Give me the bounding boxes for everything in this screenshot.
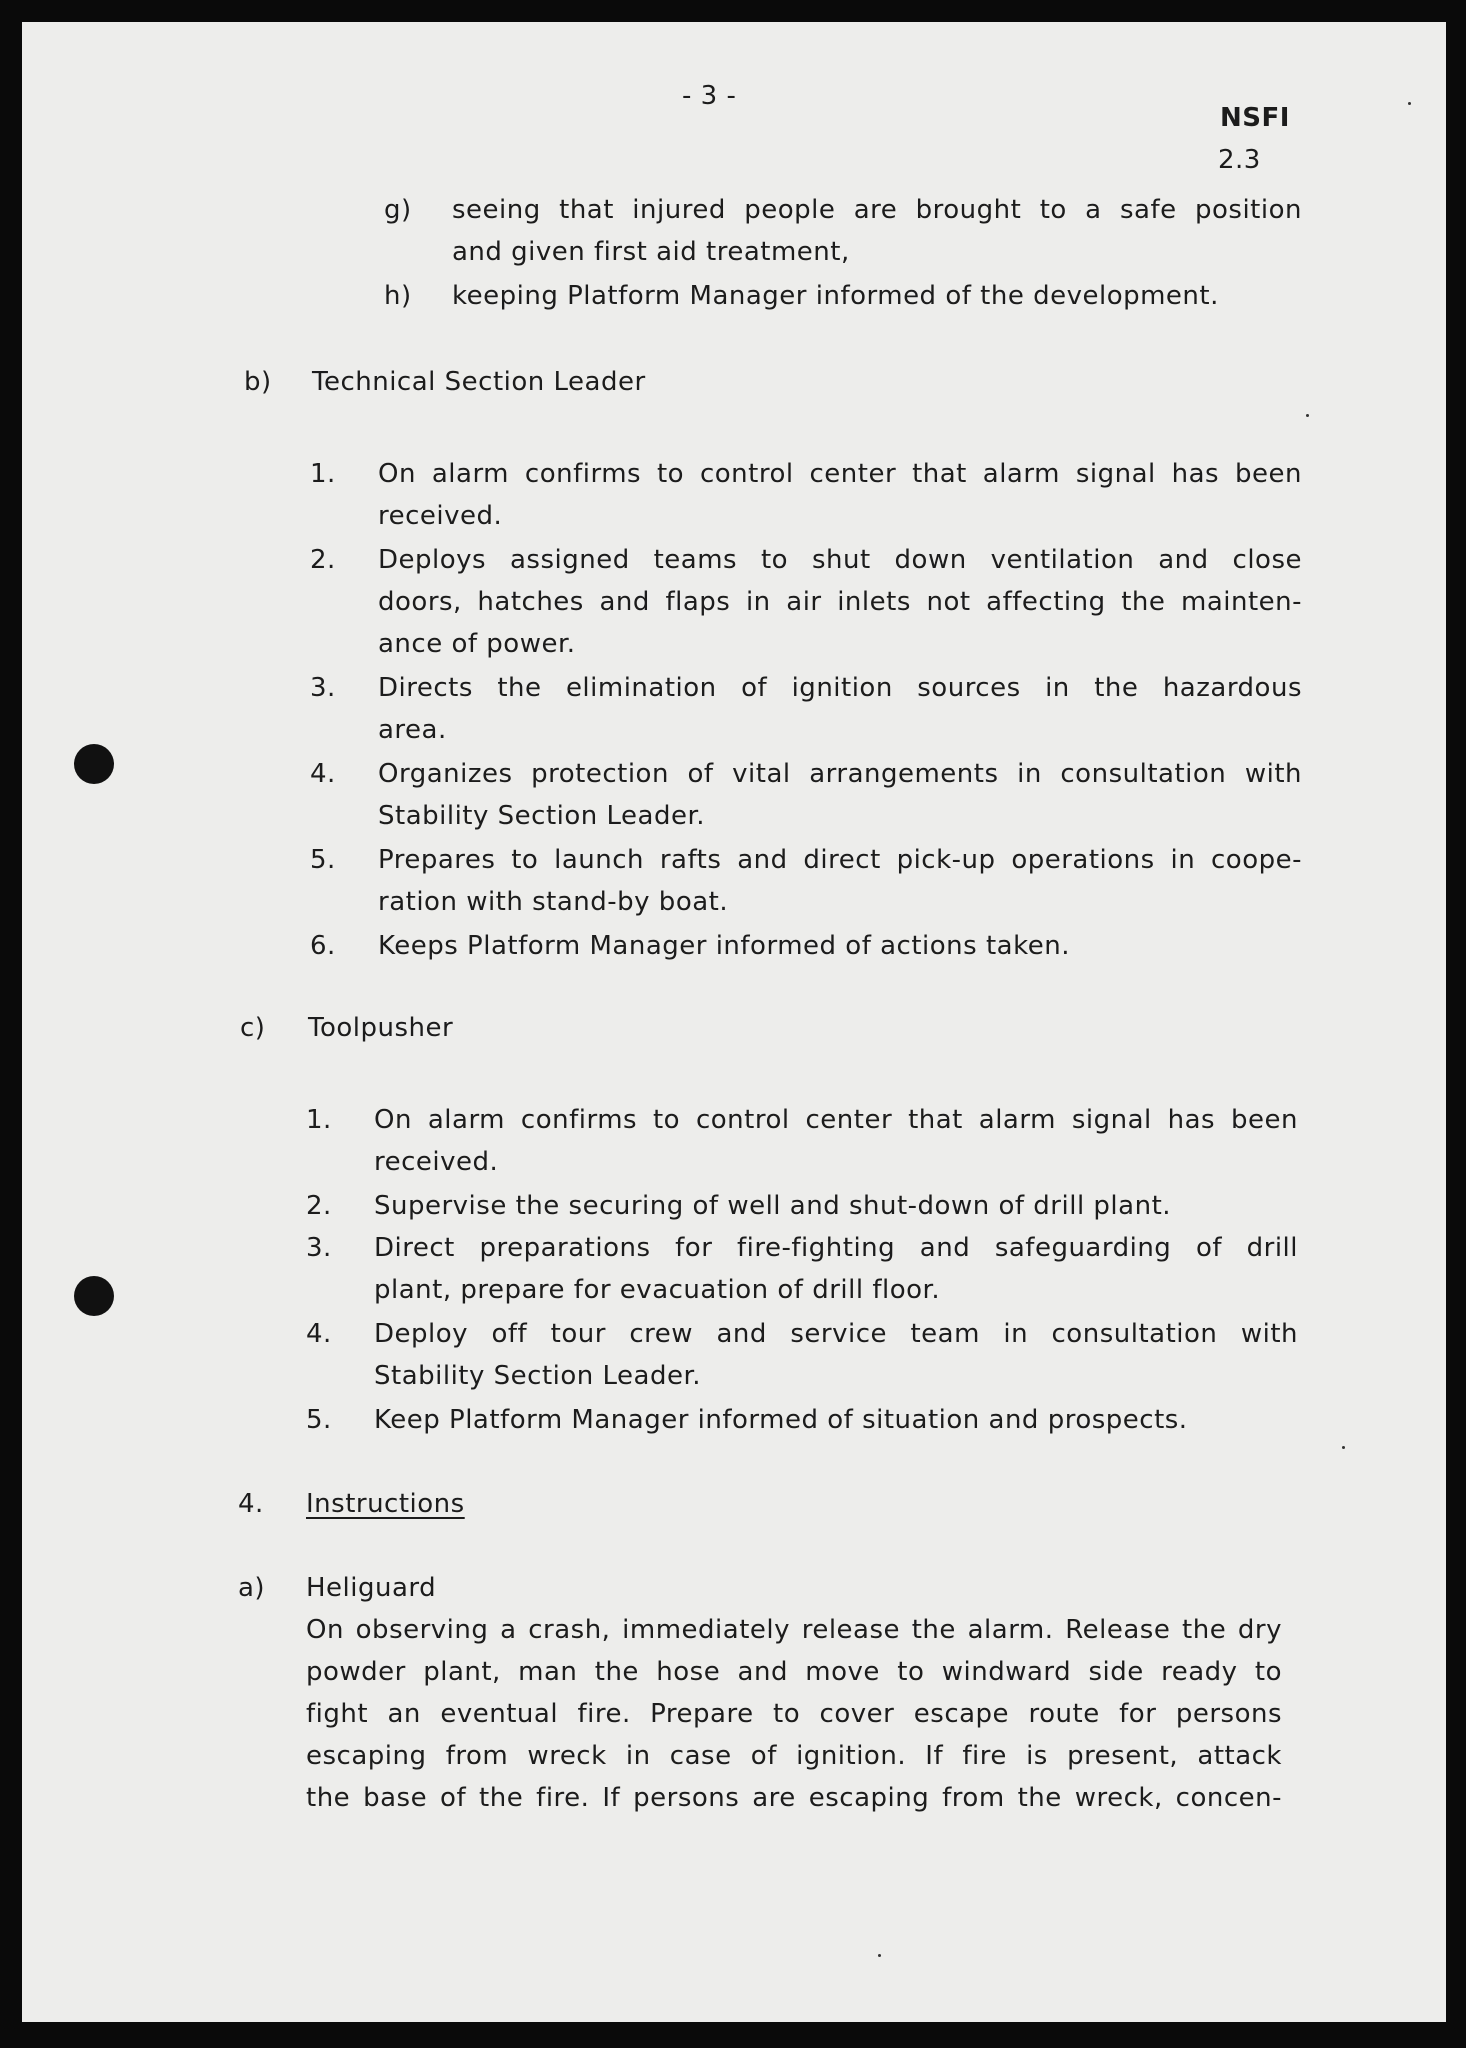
- tech-item-2-line-3: ance of power.: [378, 629, 576, 659]
- section-title-technical: Technical Section Leader: [312, 367, 646, 397]
- section-label-b: b): [244, 367, 272, 397]
- tool-item-num: 1.: [306, 1105, 332, 1135]
- tool-item-num: 4.: [306, 1319, 332, 1349]
- punch-hole-bottom: [74, 1276, 114, 1316]
- item-label-g: g): [384, 195, 412, 225]
- tech-item-5-line-1: Prepares to launch rafts and direct pick-up operations in coope-: [378, 845, 1302, 875]
- tech-item-4-line-2: Stability Section Leader.: [378, 801, 706, 831]
- tool-item-1-line-1: On alarm confirms to control center that alarm signal has been: [374, 1105, 1298, 1135]
- item-g-line-2: and given first aid treatment,: [452, 237, 850, 267]
- tool-item-num: 2.: [306, 1191, 332, 1221]
- tool-item-3-line-1: Direct preparations for fire-fighting and safeguarding of drill: [374, 1233, 1298, 1263]
- tech-item-2-line-2: doors, hatches and flaps in air inlets not affecting the mainten-: [378, 587, 1302, 617]
- org-code: NSFI: [1220, 103, 1290, 133]
- tech-item-4-line-1: Organizes protection of vital arrangements in consultation with: [378, 759, 1302, 789]
- tech-item-3-line-2: area.: [378, 715, 447, 745]
- tech-item-num: 5.: [310, 845, 336, 875]
- tech-item-num: 3.: [310, 673, 336, 703]
- tool-item-1-line-2: received.: [374, 1147, 499, 1177]
- document-page: [22, 22, 1446, 2022]
- section-number: 2.3: [1218, 145, 1261, 175]
- tool-item-3-line-2: plant, prepare for evacuation of drill floor.: [374, 1275, 941, 1305]
- speck: [1306, 414, 1309, 417]
- tool-item-num: 3.: [306, 1233, 332, 1263]
- heliguard-line-3: fight an eventual fire. Prepare to cover escape route for persons: [306, 1699, 1282, 1729]
- heliguard-line-4: escaping from wreck in case of ignition. If fire is present, attack: [306, 1741, 1282, 1771]
- item-h-line-1: keeping Platform Manager informed of the development.: [452, 281, 1219, 311]
- item-g-line-1: seeing that injured people are brought to a safe position: [452, 195, 1302, 225]
- section-title-toolpusher: Toolpusher: [308, 1013, 454, 1043]
- instructions-number: 4.: [238, 1489, 264, 1519]
- tech-item-2-line-1: Deploys assigned teams to shut down ventilation and close: [378, 545, 1302, 575]
- page-number: - 3 -: [682, 81, 737, 111]
- tool-item-5-line-1: Keep Platform Manager informed of situation and prospects.: [374, 1405, 1188, 1435]
- instructions-heading: Instructions: [306, 1489, 465, 1519]
- tech-item-num: 4.: [310, 759, 336, 789]
- heliguard-line-2: powder plant, man the hose and move to windward side ready to: [306, 1657, 1282, 1687]
- tool-item-4-line-1: Deploy off tour crew and service team in consultation with: [374, 1319, 1298, 1349]
- tool-item-num: 5.: [306, 1405, 332, 1435]
- speck: [878, 1954, 881, 1957]
- punch-hole-top: [74, 744, 114, 784]
- heliguard-line-1: On observing a crash, immediately release the alarm. Release the dry: [306, 1615, 1282, 1645]
- heliguard-title: Heliguard: [306, 1573, 437, 1603]
- tool-item-2-line-1: Supervise the securing of well and shut-down of drill plant.: [374, 1191, 1172, 1221]
- heliguard-line-5: the base of the fire. If persons are escaping from the wreck, concen-: [306, 1783, 1282, 1813]
- tech-item-3-line-1: Directs the elimination of ignition sources in the hazardous: [378, 673, 1302, 703]
- tech-item-num: 2.: [310, 545, 336, 575]
- tech-item-5-line-2: ration with stand-by boat.: [378, 887, 729, 917]
- tech-item-1-line-1: On alarm confirms to control center that alarm signal has been: [378, 459, 1302, 489]
- speck: [1342, 1446, 1345, 1449]
- tech-item-1-line-2: received.: [378, 501, 503, 531]
- tech-item-num: 6.: [310, 931, 336, 961]
- tech-item-6-line-1: Keeps Platform Manager informed of actions taken.: [378, 931, 1070, 961]
- section-label-c: c): [240, 1013, 266, 1043]
- tool-item-4-line-2: Stability Section Leader.: [374, 1361, 702, 1391]
- item-label-h: h): [384, 281, 412, 311]
- tech-item-num: 1.: [310, 459, 336, 489]
- heliguard-label: a): [238, 1573, 266, 1603]
- speck: [1408, 102, 1411, 105]
